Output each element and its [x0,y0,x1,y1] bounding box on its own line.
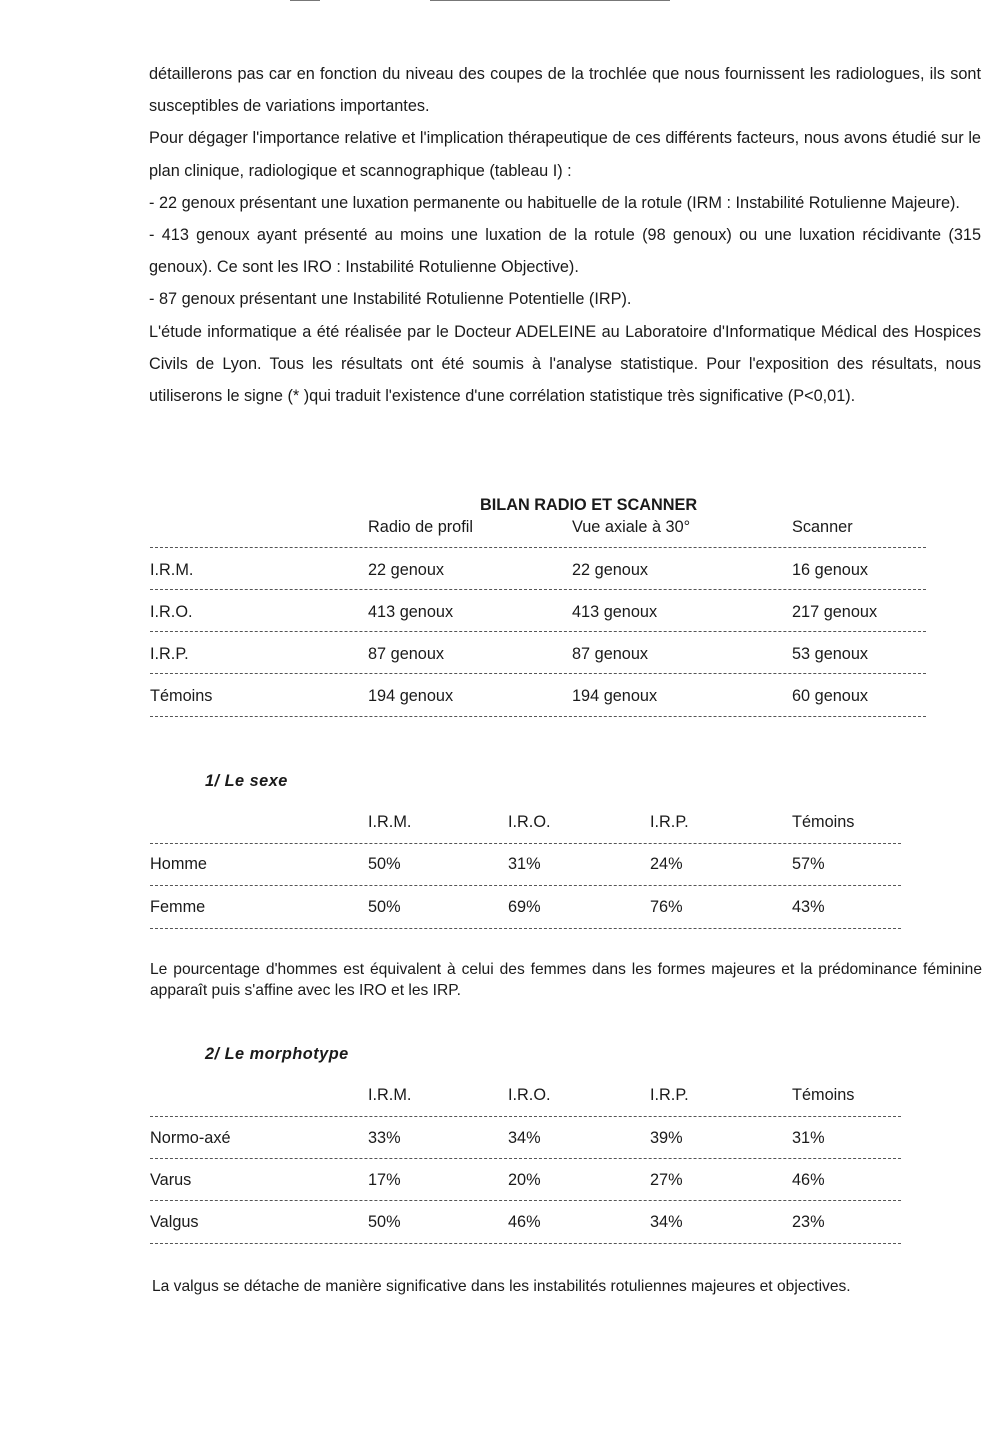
table-divider [150,716,926,717]
table-cell: 217 genoux [792,603,878,621]
table-divider [150,589,926,590]
intro-paragraph: - 413 genoux ayant présenté au moins une luxation de la rotule (98 genoux) ou une luxation récidivante (315 genoux). Ce sont les IRO : Instabilité Rotulienne Objective). [149,226,981,277]
bilan-header-scanner: Scanner [792,518,853,536]
table-cell: 413 genoux [368,603,454,621]
table-cell: 43% [792,898,825,916]
table-divider [150,928,901,929]
table-cell: 33% [368,1129,401,1147]
table-cell: 22 genoux [368,561,445,579]
table-cell: 24% [650,855,683,873]
table-cell: 46% [508,1213,541,1231]
morpho-header-irm: I.R.M. [368,1086,412,1104]
table-cell: 34% [650,1213,683,1231]
table-cell: 17% [368,1171,401,1189]
intro-paragraph: - 22 genoux présentant une luxation permanente ou habituelle de la rotule (IRM : Instabilité Rotulienne Majeure). [149,193,960,212]
sexe-header-iro: I.R.O. [508,813,551,831]
table-cell: 22 genoux [572,561,649,579]
bilan-header-axiale: Vue axiale à 30° [572,518,691,536]
table-divider [150,885,901,886]
intro-paragraph: - 87 genoux présentant une Instabilité Rotulienne Potentielle (IRP). [149,290,632,309]
table-cell: 413 genoux [572,603,658,621]
table-cell: 194 genoux [572,687,658,705]
bilan-header-radio: Radio de profil [368,518,473,536]
table-divider [150,843,901,844]
table-cell: 34% [508,1129,541,1147]
morpho-header-iro: I.R.O. [508,1086,551,1104]
table-cell: 46% [792,1171,825,1189]
section-heading-morphotype: 2/ Le morphotype [205,1045,349,1063]
row-label: Varus [150,1171,192,1189]
table-cell: 60 genoux [792,687,869,705]
table-divider [150,1116,901,1117]
row-label: I.R.M. [150,561,194,579]
sexe-header-irm: I.R.M. [368,813,412,831]
sexe-comment: Le pourcentage d'hommes est équivalent à celui des femmes dans les formes majeures et la prédominance féminine apparaît puis s'affine avec les IRO et les IRP. [150,961,982,999]
table-divider [150,673,926,674]
intro-paragraph: L'étude informatique a été réalisée par le Docteur ADELEINE au Laboratoire d'Informatique Médical des Hospices Civils de Lyon. Tous les résultats ont été soumis à l'analyse statistique. Pour l'exposition des résultats, nous utiliserons le signe (* )qui traduit l'existence d'une corrélation statistique très significative (P<0,01). [149,322,981,406]
morphotype-comment: La valgus se détache de manière significative dans les instabilités rotuliennes majeures et objectives. [152,1278,851,1295]
table-cell: 69% [508,898,541,916]
table-cell: 50% [368,898,401,916]
table-cell: 39% [650,1129,683,1147]
sexe-header-temoins: Témoins [792,813,855,831]
table-divider [150,1243,901,1244]
table-cell: 76% [650,898,683,916]
row-label: I.R.O. [150,603,193,621]
table-cell: 194 genoux [368,687,454,705]
row-label: Valgus [150,1213,199,1231]
table-cell: 53 genoux [792,645,869,663]
table-cell: 50% [368,1213,401,1231]
table-divider [150,1158,901,1159]
row-label: Normo-axé [150,1129,231,1147]
table-cell: 87 genoux [572,645,649,663]
table-cell: 57% [792,855,825,873]
intro-paragraph: détaillerons pas car en fonction du niveau des coupes de la trochlée que nous fournissent les radiologues, ils sont susceptibles de variations importantes. [149,65,981,116]
row-label: Homme [150,855,207,873]
row-label: Femme [150,898,206,916]
table-cell: 16 genoux [792,561,869,579]
sexe-header-irp: I.R.P. [650,813,689,831]
table-cell: 31% [508,855,541,873]
table-cell: 50% [368,855,401,873]
table-cell: 20% [508,1171,541,1189]
intro-paragraph: Pour dégager l'importance relative et l'implication thérapeutique de ces différents facteurs, nous avons étudié sur le plan clinique, radiologique et scannographique (tableau I) : [149,129,981,180]
table-cell: 27% [650,1171,683,1189]
table-divider [150,1200,901,1201]
table-divider [150,547,926,548]
top-rule-right [430,0,670,1]
section-heading-sexe: 1/ Le sexe [205,772,288,790]
table-divider [150,631,926,632]
morpho-header-irp: I.R.P. [650,1086,689,1104]
table-cell: 23% [792,1213,825,1231]
top-rule-left [290,0,320,1]
table-cell: 31% [792,1129,825,1147]
row-label: I.R.P. [150,645,189,663]
intro-text [149,58,981,412]
morpho-header-temoins: Témoins [792,1086,855,1104]
table-cell: 87 genoux [368,645,445,663]
bilan-table-title: BILAN RADIO ET SCANNER [480,496,698,514]
row-label: Témoins [150,687,213,705]
